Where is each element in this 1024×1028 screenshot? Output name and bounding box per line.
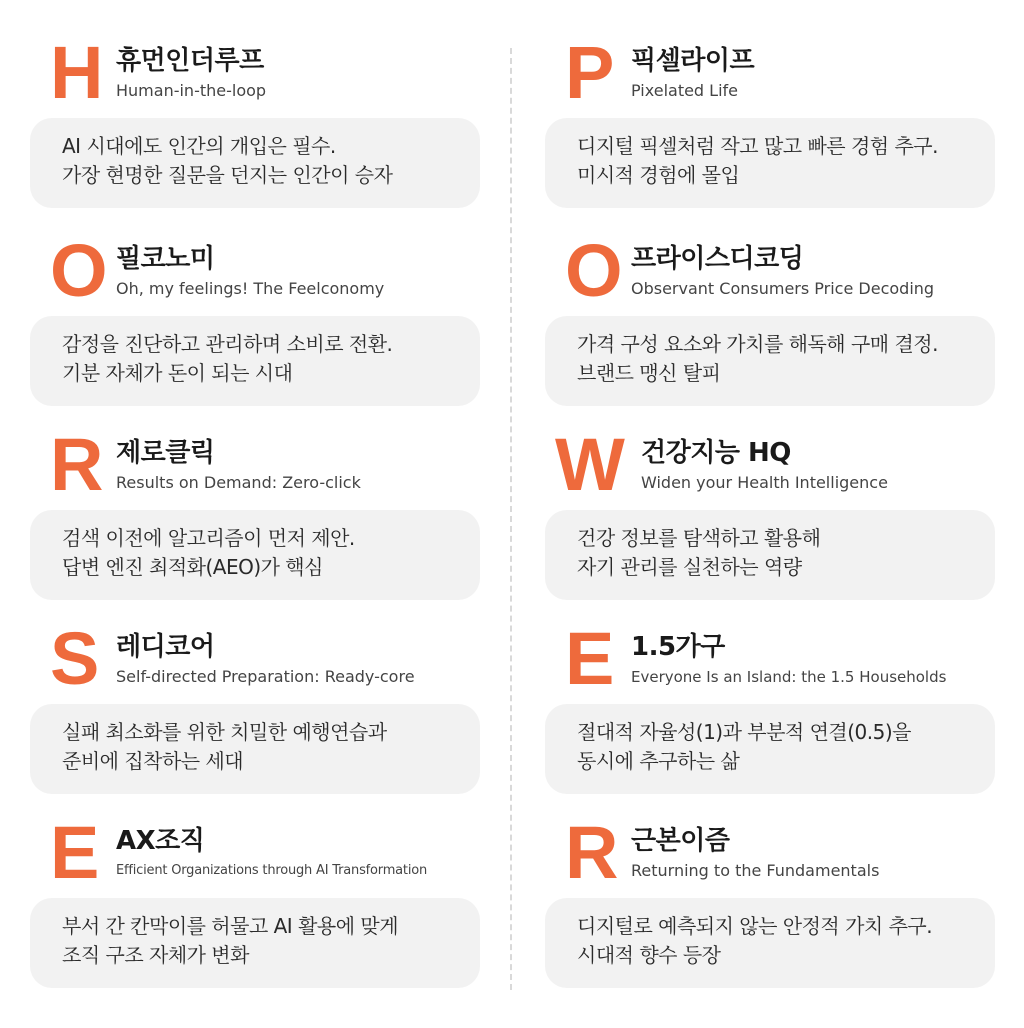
- trend-initial: H: [50, 31, 104, 114]
- trend-description-line: 조직 구조 자체가 변화: [62, 943, 249, 967]
- trend-title-korean: AX조직: [116, 826, 205, 856]
- trend-header: [30, 423, 480, 508]
- trend-title-korean: 1.5가구: [631, 632, 725, 662]
- trend-title-korean: 건강지능 HQ: [641, 438, 791, 468]
- trend-title-english: Observant Consumers Price Decoding: [631, 279, 935, 298]
- trend-initial: S: [50, 617, 100, 700]
- trend-card-s: [30, 617, 480, 812]
- trend-initial: O: [50, 229, 108, 312]
- trend-card-w: [545, 423, 995, 618]
- trend-title-korean: 프라이스디코딩: [631, 244, 804, 274]
- trend-title-english: Human-in-the-loop: [116, 81, 267, 100]
- trend-description-line: 미시적 경험에 몰입: [577, 163, 740, 187]
- trend-description-line: 디지털로 예측되지 않는 안정적 가치 추구.: [577, 914, 933, 938]
- trend-header: [545, 31, 995, 116]
- trend-title-english: Pixelated Life: [631, 81, 739, 100]
- trend-description-line: 부서 간 칸막이를 허물고 AI 활용에 맞게: [62, 914, 399, 938]
- trend-title-korean: 제로클릭: [116, 438, 215, 468]
- trend-description-box: [30, 316, 480, 406]
- trend-title-korean: 휴먼인더루프: [116, 46, 264, 76]
- trend-initial: R: [50, 423, 104, 506]
- trend-title-english: Efficient Organizations through AI Transformation: [116, 863, 428, 878]
- trend-card-o: [545, 229, 995, 424]
- trend-description-line: 건강 정보를 탐색하고 활용해: [577, 526, 821, 550]
- trend-title-english: Oh, my feelings! The Feelconomy: [116, 279, 385, 298]
- trend-description-line: 검색 이전에 알고리즘이 먼저 제안.: [62, 526, 355, 550]
- trend-card-e: [545, 617, 995, 812]
- trend-description-box: [545, 118, 995, 208]
- trend-header: [545, 617, 995, 702]
- trend-header: [30, 229, 480, 314]
- trend-card-h: [30, 31, 480, 226]
- trend-initial: O: [565, 229, 623, 312]
- trend-header: [545, 229, 995, 314]
- trend-description-box: [30, 704, 480, 794]
- trend-title-korean: 근본이즘: [631, 826, 730, 856]
- trend-title-english: Results on Demand: Zero-click: [116, 473, 361, 492]
- trend-description-box: [30, 510, 480, 600]
- trend-description-line: 가격 구성 요소와 가치를 해독해 구매 결정.: [577, 332, 938, 356]
- trend-title-korean: 픽셀라이프: [631, 46, 755, 76]
- trend-description-box: [545, 704, 995, 794]
- trend-header: [30, 617, 480, 702]
- trend-initial: E: [565, 617, 615, 700]
- trend-header: [545, 811, 995, 896]
- trend-header: [30, 811, 480, 896]
- trend-description-box: [545, 898, 995, 988]
- trend-header: [545, 423, 995, 508]
- trend-description-box: [545, 510, 995, 600]
- trend-initial: P: [565, 31, 615, 114]
- trend-title-korean: 필코노미: [116, 244, 215, 274]
- trend-description-line: 디지털 픽셀처럼 작고 많고 빠른 경험 추구.: [577, 134, 938, 158]
- trend-description-line: 기분 자체가 돈이 되는 시대: [62, 361, 293, 385]
- trend-title-korean: 레디코어: [116, 632, 215, 662]
- trend-card-p: [545, 31, 995, 226]
- trend-title-english: Self-directed Preparation: Ready-core: [116, 667, 415, 686]
- trend-card-e: [30, 811, 480, 1006]
- trend-card-o: [30, 229, 480, 424]
- trend-card-r: [545, 811, 995, 1006]
- trend-title-english: Returning to the Fundamentals: [631, 861, 880, 880]
- trend-initial: R: [565, 811, 619, 894]
- trend-description-line: 자기 관리를 실천하는 역량: [577, 555, 802, 579]
- trend-description-line: 동시에 추구하는 삶: [577, 749, 740, 773]
- trend-description-line: AI 시대에도 인간의 개입은 필수.: [62, 134, 336, 158]
- trend-description-line: 감정을 진단하고 관리하며 소비로 전환.: [62, 332, 393, 356]
- trend-title-english: Everyone Is an Island: the 1.5 Households: [631, 668, 947, 686]
- center-divider: [510, 48, 512, 990]
- trend-initial: W: [555, 423, 625, 506]
- trend-title-english: Widen your Health Intelligence: [641, 473, 888, 492]
- trend-description-box: [545, 316, 995, 406]
- trend-initial: E: [50, 811, 100, 894]
- trend-description-line: 답변 엔진 최적화(AEO)가 핵심: [62, 555, 323, 579]
- trend-header: [30, 31, 480, 116]
- trend-description-box: [30, 898, 480, 988]
- trend-description-line: 준비에 집착하는 세대: [62, 749, 244, 773]
- trend-description-line: 실패 최소화를 위한 치밀한 예행연습과: [62, 720, 387, 744]
- trend-description-line: 시대적 향수 등장: [577, 943, 721, 967]
- trend-description-box: [30, 118, 480, 208]
- trend-description-line: 절대적 자율성(1)과 부분적 연결(0.5)을: [577, 720, 911, 744]
- trend-card-r: [30, 423, 480, 618]
- trend-description-line: 브랜드 맹신 탈피: [577, 361, 721, 385]
- trend-description-line: 가장 현명한 질문을 던지는 인간이 승자: [62, 163, 393, 187]
